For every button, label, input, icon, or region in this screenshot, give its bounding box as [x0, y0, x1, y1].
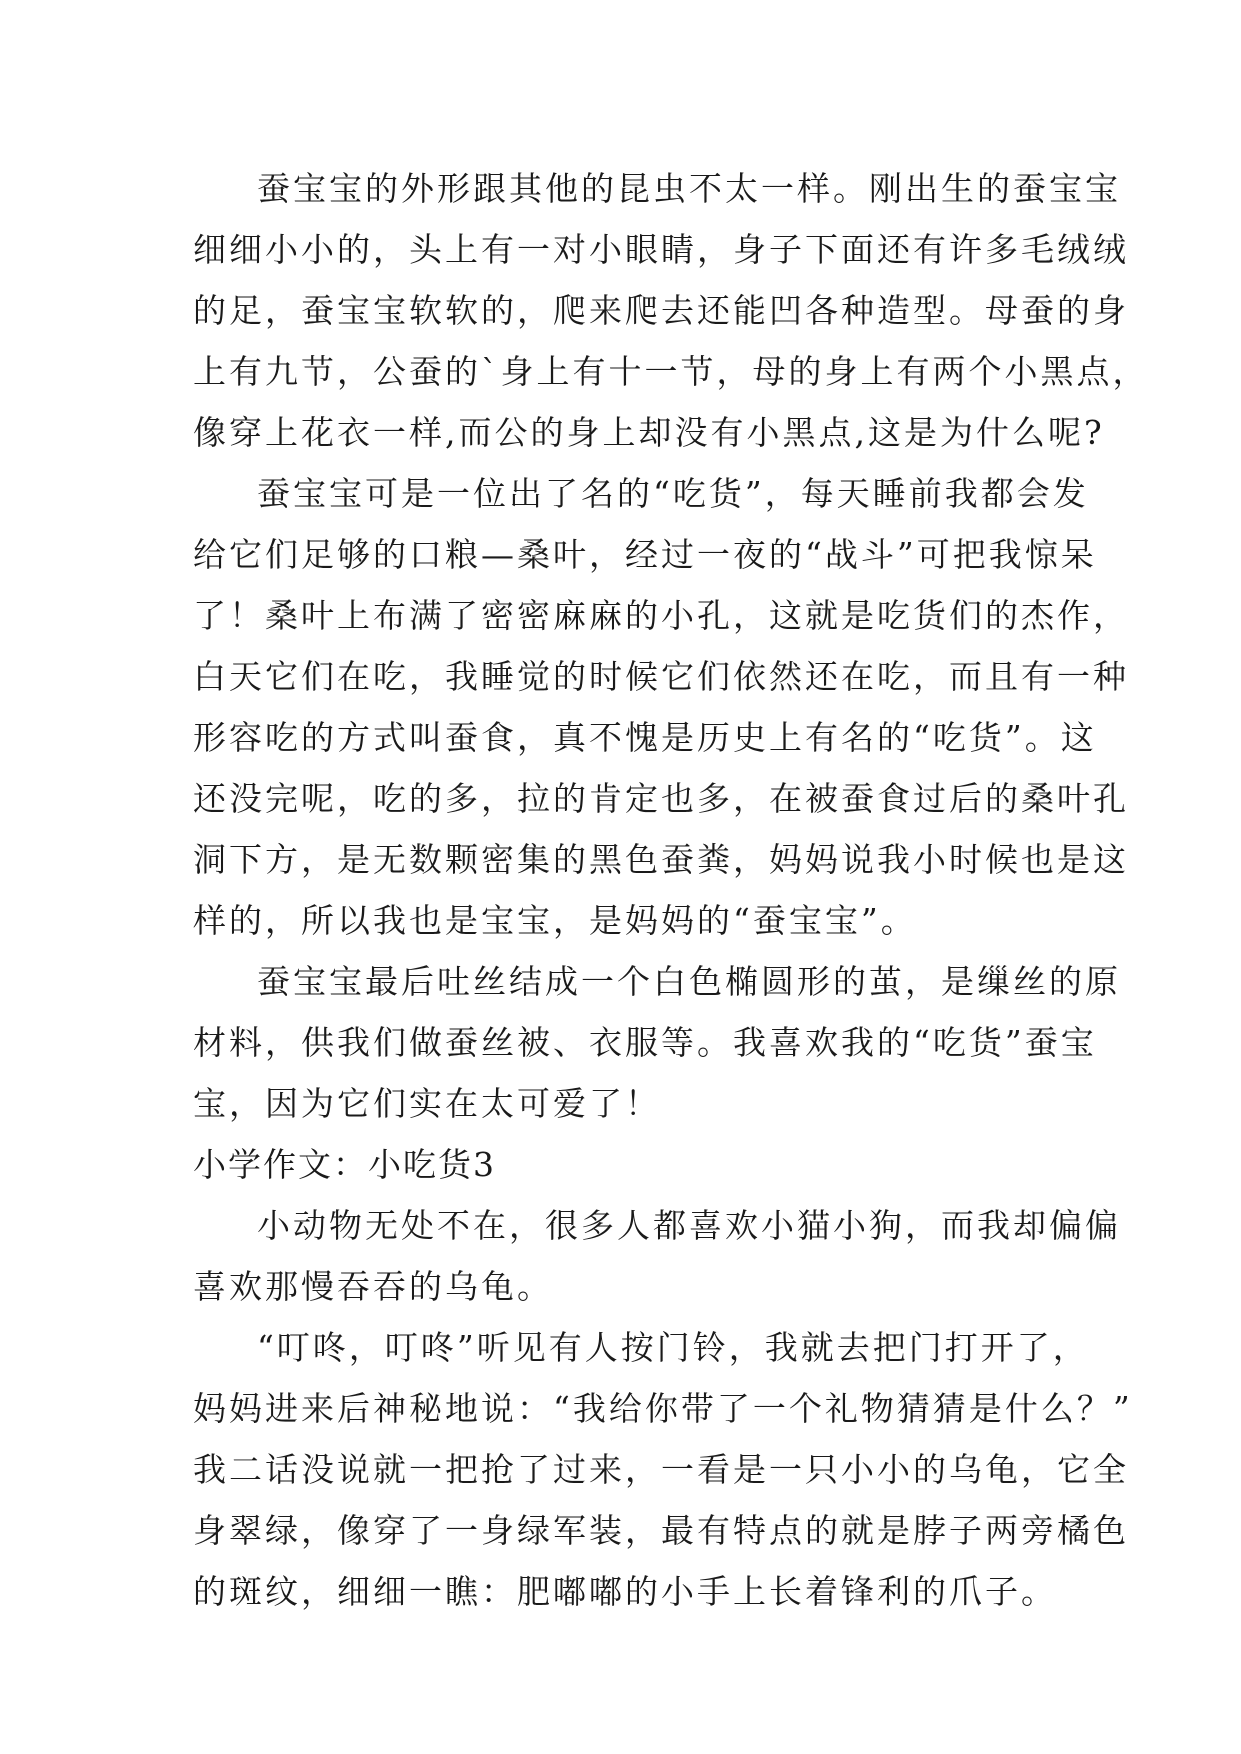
text-line: 了！桑叶上布满了密密麻麻的小孔，这就是吃货们的杰作，: [193, 596, 1129, 635]
text-line: 宝，因为它们实在太可爱了！: [193, 1084, 661, 1123]
text-line: 的斑纹，细细一瞧：肥嘟嘟的小手上长着锋利的爪子。: [193, 1572, 1057, 1611]
text-line: 蚕宝宝可是一位出了名的“吃货”，每天睡前我都会发: [257, 474, 1089, 513]
text-line: 细细小小的，头上有一对小眼睛，身子下面还有许多毛绒绒: [193, 230, 1129, 269]
text-line: 我二话没说就一把抢了过来，一看是一只小小的乌龟，它全: [193, 1450, 1129, 1489]
text-line: 还没完呢，吃的多，拉的肯定也多，在被蚕食过后的桑叶孔: [193, 779, 1129, 818]
text-line: 蚕宝宝最后吐丝结成一个白色椭圆形的茧，是缫丝的原: [257, 962, 1121, 1001]
text-line: 小动物无处不在，很多人都喜欢小猫小狗，而我却偏偏: [257, 1206, 1121, 1245]
text-line: 的足，蚕宝宝软软的，爬来爬去还能凹各种造型。母蚕的身: [193, 291, 1129, 330]
section-heading: 小学作文：小吃货3: [193, 1145, 496, 1184]
text-line: “叮咚，叮咚”听见有人按门铃，我就去把门打开了，: [257, 1328, 1089, 1367]
text-line: 洞下方，是无数颗密集的黑色蚕粪，妈妈说我小时候也是这: [193, 840, 1129, 879]
text-line: 样的，所以我也是宝宝，是妈妈的“蚕宝宝”。: [193, 901, 917, 940]
text-line: 妈妈进来后神秘地说：“我给你带了一个礼物猜猜是什么？”: [193, 1389, 1133, 1428]
text-line: 喜欢那慢吞吞的乌龟。: [193, 1267, 553, 1306]
text-line: 形容吃的方式叫蚕食，真不愧是历史上有名的“吃货”。这: [193, 718, 1097, 757]
document-body: [193, 158, 1149, 1622]
text-line: 给它们足够的口粮—桑叶，经过一夜的“战斗”可把我惊呆: [193, 535, 1097, 574]
text-line: 上有九节，公蚕的`身上有十一节，母的身上有两个小黑点，: [193, 352, 1149, 391]
text-line: 蚕宝宝的外形跟其他的昆虫不太一样。刚出生的蚕宝宝: [257, 169, 1121, 208]
text-line: 身翠绿，像穿了一身绿军装，最有特点的就是脖子两旁橘色: [193, 1511, 1129, 1550]
text-line: 材料，供我们做蚕丝被、衣服等。我喜欢我的“吃货”蚕宝: [193, 1023, 1097, 1062]
text-line: 白天它们在吃，我睡觉的时候它们依然还在吃，而且有一种: [193, 657, 1129, 696]
text-line: 像穿上花衣一样,而公的身上却没有小黑点,这是为什么呢?: [193, 413, 1105, 452]
